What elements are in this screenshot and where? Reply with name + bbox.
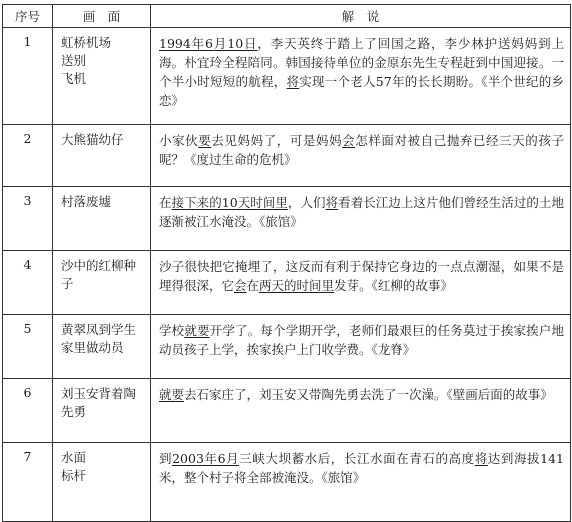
explanation-text: 发芽。《红柳的故事》 [334, 278, 453, 293]
underlined-future-marker: 就要 [184, 323, 210, 338]
explanation-text: 学校 [159, 323, 185, 338]
scene-line: 子 [61, 276, 74, 291]
row-explanation [151, 315, 571, 379]
row-index: 7 [3, 443, 53, 522]
row-scene [53, 379, 151, 443]
narration-table [2, 4, 571, 522]
scene-line: 沙中的红柳种 [61, 258, 137, 273]
row-explanation [151, 379, 571, 443]
row-scene [53, 251, 151, 315]
scene-line: 标杆 [61, 468, 87, 483]
table-row [3, 443, 571, 522]
row-explanation [151, 251, 571, 315]
explanation-text: 三峡大坝蓄水后，长江水面在青石的高度 [239, 451, 475, 466]
explanation-text: ，李天英终于踏上了回国之路，李少林护送妈妈到上海。朴宜玲全程陪同。韩国接待单位的金原东先生专程赶到中国迎接。一个半小时短短的航程， [159, 36, 564, 89]
underlined-future-marker: 会 [234, 278, 247, 293]
scene-line: 飞机 [61, 71, 87, 86]
underlined-future-marker: 会 [342, 133, 356, 148]
row-index: 4 [3, 251, 53, 315]
scene-line: 虹桥机场 [61, 35, 112, 50]
explanation-text: 在 [246, 278, 260, 293]
explanation-text: 沙子很快把它掩埋了，这反而有利于保持它身边的一点点潮湿，如果不是埋得很深，它 [159, 259, 564, 293]
underlined-future-marker: 将 [286, 74, 300, 89]
scene-line: 村落废墟 [61, 194, 112, 209]
table-header-row [3, 5, 571, 28]
row-index: 1 [3, 28, 53, 125]
row-explanation [151, 187, 571, 251]
row-index: 5 [3, 315, 53, 379]
explanation-text: ，人们 [287, 195, 326, 210]
scene-line: 家里做动员 [61, 340, 124, 355]
row-index: 2 [3, 125, 53, 187]
underlined-future-marker: 将 [474, 451, 488, 466]
scene-line: 水面 [61, 450, 87, 465]
explanation-text: 小家伙 [159, 133, 199, 148]
header-explanation: 解 说 [151, 5, 571, 28]
scene-line: 刘玉安背着陶 [61, 386, 137, 401]
explanation-text: 到 [159, 451, 173, 466]
table-row [3, 315, 571, 379]
explanation-text: 达到海拔141米，整个村子将全部被淹没。《旅馆》 [159, 451, 564, 485]
explanation-text: 看着长江边上这片他们曾经生活过的土地逐渐被江水淹没。《旅馆》 [159, 195, 564, 229]
row-explanation [151, 443, 571, 522]
explanation-text: 去见妈妈了，可是妈妈 [211, 133, 343, 148]
table-row [3, 251, 571, 315]
underlined-time-phrase: 两天的时间里 [259, 278, 335, 293]
row-scene [53, 443, 151, 522]
table-row [3, 28, 571, 125]
underlined-future-marker: 将 [325, 195, 339, 210]
scene-line: 送别 [61, 53, 87, 68]
header-scene: 画 面 [53, 5, 151, 28]
underlined-time-phrase: 1994年6月10日 [159, 36, 258, 51]
row-scene [53, 125, 151, 187]
underlined-time-phrase: 2003年6月 [172, 451, 240, 466]
scene-line: 先勇 [61, 404, 87, 419]
row-explanation [151, 125, 571, 187]
table-row [3, 125, 571, 187]
underlined-future-marker: 就要 [159, 387, 185, 402]
table-row [3, 187, 571, 251]
explanation-text: 在 [159, 195, 172, 210]
explanation-text: 开学了。每个学期开学，老师们最艰巨的任务莫过于挨家挨户地动员孩子上学，挨家挨户上门收学费。《龙脊》 [159, 323, 564, 357]
row-scene [53, 187, 151, 251]
scene-line: 黄翠凤到学生 [61, 322, 137, 337]
underlined-future-marker: 要 [198, 133, 212, 148]
scene-line: 大熊猫幼仔 [61, 132, 124, 147]
table-row [3, 379, 571, 443]
row-scene [53, 28, 151, 125]
explanation-text: 实现一个老人57年的长长期盼。《半个世纪的乡恋》 [159, 74, 564, 108]
row-explanation [151, 28, 571, 125]
row-index: 3 [3, 187, 53, 251]
explanation-text: 怎样面对被自己抛弃已经三天的孩子呢？《度过生命的危机》 [159, 133, 564, 167]
row-scene [53, 315, 151, 379]
row-index: 6 [3, 379, 53, 443]
underlined-time-phrase: 接下来的10天时间里 [171, 195, 288, 210]
header-index: 序号 [3, 5, 53, 28]
explanation-text: 去石家庄了，刘玉安又带陶先勇去洗了一次澡。《壁画后面的故事》 [184, 387, 553, 402]
